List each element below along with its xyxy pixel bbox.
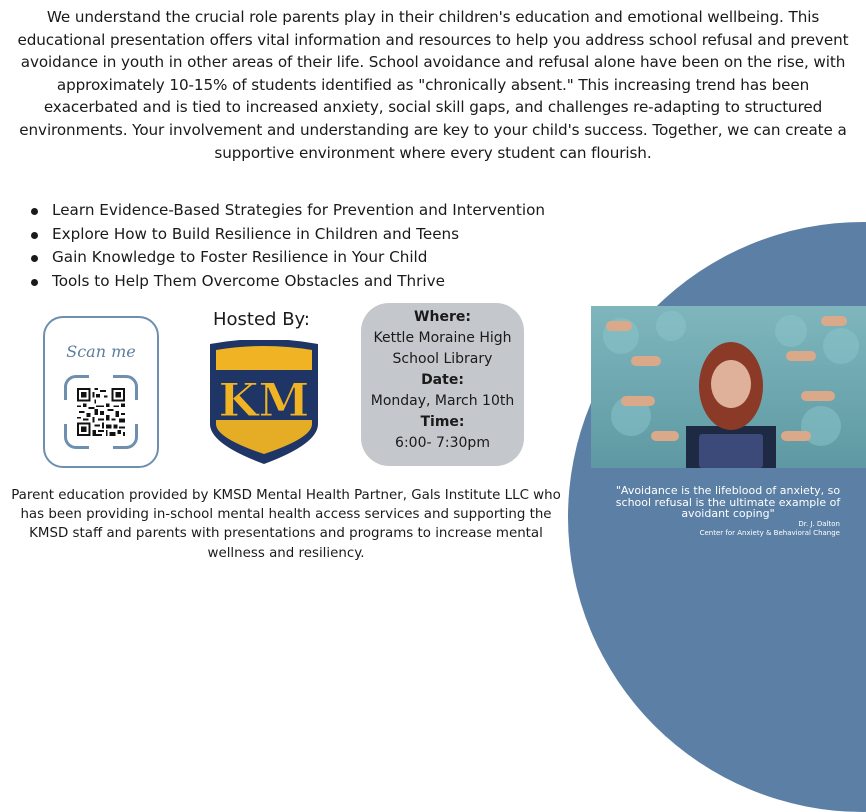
- list-item: Explore How to Build Resilience in Children and Teens: [30, 223, 545, 247]
- quote-author: Dr. J. Dalton: [798, 520, 840, 528]
- date-label: Date:: [421, 372, 464, 388]
- intro-paragraph: We understand the crucial role parents play in their children's education and emotional wellbeing. This educational presentation offers vital information and resources to help you address school refusal and prevent avoidance in youth in other areas of their life. School avoidance and refusal alone have been on the rise, with approximately 10-15% of students identified as "chronically absent." This increasing trend has been exacerbated and is tied to increased anxiety, social skill gaps, and challenges re-adapting to structured environments. Your involvement and understanding are key to your child's success. Together, we can create a supportive environment where every student can flourish.: [17, 8, 849, 162]
- quote-text: "Avoidance is the lifeblood of anxiety, so school refusal is the ultimate example of avoidant coping": [615, 484, 841, 520]
- quote-attribution: [690, 520, 840, 538]
- student-photo: [591, 306, 866, 468]
- event-info-box: [361, 303, 524, 466]
- qr-code-icon[interactable]: [77, 388, 125, 436]
- scan-me-label: Scan me: [66, 342, 136, 361]
- km-logo: [208, 340, 320, 468]
- quote-org: Center for Anxiety & Behavioral Change: [699, 529, 840, 537]
- time-label: Time:: [420, 414, 465, 430]
- qr-scan-card[interactable]: [43, 316, 159, 468]
- list-item: Gain Knowledge to Foster Resilience in Your Child: [30, 246, 545, 270]
- where-value: Kettle Moraine High School Library: [373, 330, 512, 367]
- date-value: Monday, March 10th: [370, 393, 515, 409]
- benefits-list: [30, 199, 545, 293]
- time-value: 6:00- 7:30pm: [395, 435, 490, 451]
- qr-frame: [64, 375, 138, 449]
- partner-note: Parent education provided by KMSD Mental Health Partner, Gals Institute LLC who has been providing in-school mental health access services and supporting the KMSD staff and parents with presentations and programs to increase mental wellness and resiliency.: [11, 488, 561, 561]
- km-logo-text: KM: [218, 373, 310, 427]
- list-item: Learn Evidence-Based Strategies for Prevention and Intervention: [30, 199, 545, 223]
- hosted-by-label: Hosted By:: [213, 309, 310, 330]
- list-item: Tools to Help Them Overcome Obstacles and Thrive: [30, 270, 545, 294]
- where-label: Where:: [414, 309, 471, 325]
